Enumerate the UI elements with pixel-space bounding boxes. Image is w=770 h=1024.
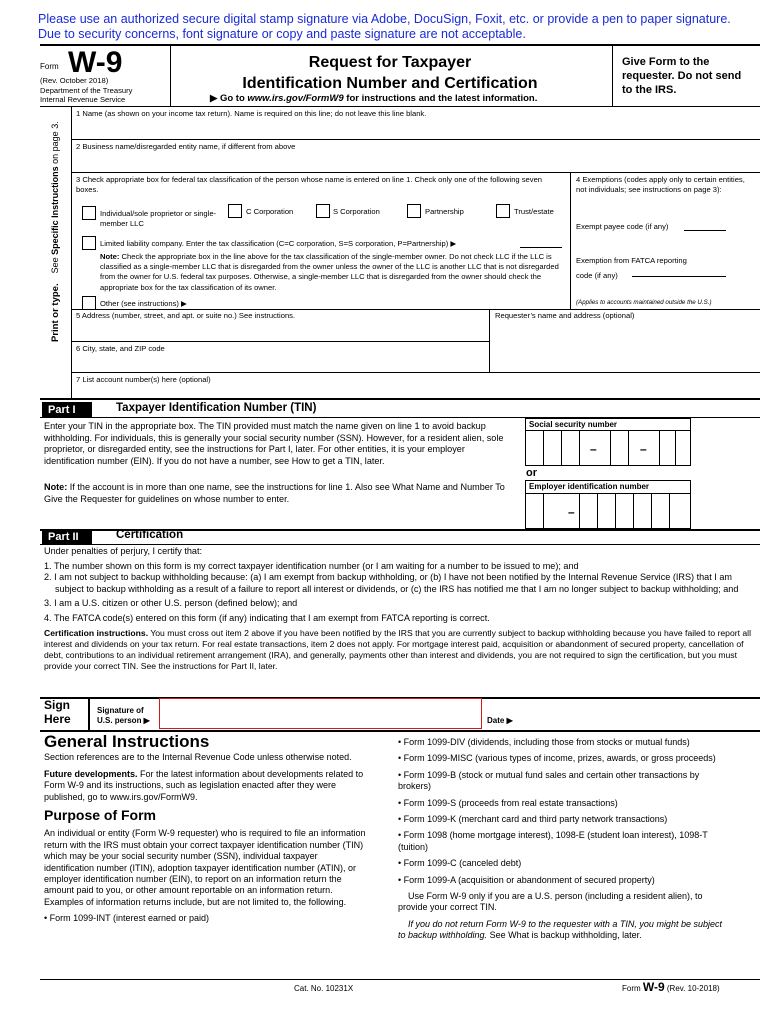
ssn-box-outline [525, 418, 691, 430]
purpose-heading: Purpose of Form [44, 807, 157, 824]
bullet-item: • Form 1099-S (proceeds from real estate transactions) [398, 797, 618, 808]
checkbox-c-corp[interactable] [228, 204, 242, 218]
bullet-item: • Form 1099-K (merchant card and third party network transactions) [398, 814, 668, 825]
ssn-dash-1: – [590, 442, 597, 456]
other-field[interactable] [200, 297, 562, 309]
irs-link[interactable]: www.irs.gov/FormW9 [247, 93, 344, 104]
future-developments: Future developments. For the latest information about developments related to Form W-9 and its instructions, such as legislation enacted after they were published, go to www.irs.gov/FormW9. [44, 768, 364, 802]
opt-llc-label: Limited liability company. Enter the tax classification (C=C corporation, S=S corporation, P=Partnership) ▶ [100, 239, 457, 248]
cert-item-2: 2. I am not subject to backup withholding because: (a) I am exempt from backup withholding, or (b) I have not been notified by the Internal Revenue Service (IRS) that I am subject to backup withholding as a result of a failure to report all interest or dividends, or (c) the IRS has notified me that I am no longer subject to backup withholding; and [44, 572, 739, 594]
certification-block [44, 546, 756, 672]
bullet-item: • Form 1099-A (acquisition or abandonment of secured property) [398, 874, 655, 885]
ssn-boxes[interactable] [525, 430, 691, 466]
form-title [170, 52, 610, 94]
address-field[interactable] [72, 322, 488, 341]
fatca-label: Exemption from FATCA reporting code (if any) [576, 256, 687, 280]
sign-here: Sign Here [44, 698, 71, 726]
requester-label: Requester’s name and address (optional) [495, 311, 635, 320]
signature-label: Signature of U.S. person ▶ [97, 706, 150, 725]
opt-partnership-label: Partnership [425, 207, 464, 216]
opt-individual-label: Individual/sole proprietor or single-member LLC [100, 209, 217, 228]
bullet-item: • Form 1098 (home mortgage interest), 1098-E (student loan interest), 1098-T (tuition) [398, 830, 708, 852]
bullet-1099-int: • Form 1099-INT (interest earned or paid) [44, 913, 210, 924]
opt-ccorp-label: C Corporation [246, 207, 294, 216]
form-word: Form [40, 62, 59, 71]
catalog-number: Cat. No. 10231X [294, 984, 354, 993]
city-field[interactable] [72, 354, 488, 372]
bullet-item: • Form 1099-B (stock or mutual fund sales and certain other transactions by brokers) [398, 769, 700, 792]
cert-item-3: 3. I am a U.S. citizen or other U.S. person (defined below); and [44, 598, 298, 609]
account-numbers-field[interactable] [72, 385, 760, 398]
footer-form: Form W-9 (Rev. 10-2018) [622, 980, 720, 994]
form-list [398, 737, 724, 886]
line1-label: 1 Name (as shown on your income tax return). Name is required on this line; do not leave this line blank. [76, 109, 427, 118]
applies-note: (Applies to accounts maintained outside the U.S.) [576, 299, 712, 306]
date-field[interactable] [520, 712, 758, 728]
ein-label: Employer identification number [529, 482, 650, 491]
opt-scorp-label: S Corporation [333, 207, 380, 216]
part2-title: Certification [116, 529, 184, 541]
backup-withholding-text: If you do not return Form W-9 to the requester with a TIN, you might be subject to backup withholding. See What is backup withholding, later. [398, 918, 722, 941]
checkbox-s-corp[interactable] [316, 204, 330, 218]
irs: Internal Revenue Service [40, 95, 126, 104]
requester-field[interactable] [490, 322, 760, 372]
instructions-right [398, 737, 724, 947]
ein-box-outline [525, 480, 691, 493]
notice-line-1: Please use an authorized secure digital stamp signature via Adobe, DocuSign, Foxit, etc. or provide a pen to paper signature. [38, 12, 731, 26]
give-form-note: Give Form to the requester. Do not send to the IRS. [622, 56, 742, 96]
name-field[interactable] [72, 119, 760, 139]
or-label: or [526, 467, 537, 479]
title-line-2: Identification Number and Certification [242, 75, 538, 92]
line5-label: 5 Address (number, street, and apt. or suite no.) See instructions. [76, 311, 296, 320]
section-references: Section references are to the Internal Revenue Code unless otherwise noted. [44, 752, 352, 763]
line6-label: 6 City, state, and ZIP code [76, 344, 165, 353]
business-name-field[interactable] [72, 152, 760, 172]
cert-instructions: Certification instructions. You must cross out item 2 above if you have been notified by the IRS that you are currently subject to backup withholding because you have failed to report all interest and dividends on your tax return. For real estate transactions, item 2 does not apply. For mortgage interest paid, acquisition or abandonment of secured property, cancellation of debt, contributions to an individual retirement arrangement (IRA), and generally, payments other than interest and dividends, you are not required to sign the certification, but you must provide your correct TIN. See the instructions for Part II, later. [44, 627, 751, 671]
form-revision: (Rev. October 2018) [40, 76, 109, 85]
bullet-item: • Form 1099-MISC (various types of income, prizes, awards, or gross proceeds) [398, 753, 716, 764]
opt-trust-label: Trust/estate [514, 207, 554, 216]
instructions-left [44, 732, 370, 930]
line7-label: 7 List account number(s) here (optional) [76, 375, 211, 384]
bullet-item: • Form 1099-DIV (dividends, including those from stocks or mutual funds) [398, 737, 690, 747]
part1-tag: Part I [42, 402, 92, 418]
use-form-text: Use Form W-9 only if you are a U.S. person (including a resident alien), to provide your correct TIN. [398, 891, 703, 913]
part2-tag: Part II [42, 529, 92, 545]
ein-boxes[interactable] [525, 493, 691, 529]
print-or-type: Print or type. [50, 283, 61, 342]
goto-instructions: ▶ Go to www.irs.gov/FormW9 for instructions and the latest information. [210, 93, 538, 104]
bullet-item: • Form 1099-C (canceled debt) [398, 858, 522, 869]
cert-item-4: 4. The FATCA code(s) entered on this form (if any) indicating that I am exempt from FATCA reporting is correct. [44, 612, 490, 623]
opt-other-label: Other (see instructions) ▶ [100, 299, 187, 308]
llc-note: Note: Check the appropriate box in the line above for the tax classification of the single-member owner. Do not check LLC if the LLC is classified as a single-member LLC that is disregarded from the owner unless the owner of the LLC is another LLC that is not disregarded from the owner for U.S. federal tax purposes. Otherwise, a single-member LLC that is disregarded from the owner should check the appropriate box for the tax classification of its owner. [100, 252, 559, 292]
exempt-payee-field[interactable] [684, 219, 726, 231]
department: Department of the Treasury [40, 85, 133, 95]
line4-label: 4 Exemptions (codes apply only to certain entities, not individuals; see instructions on page 3): [576, 175, 745, 194]
fatca-code-field[interactable] [632, 265, 726, 277]
checkbox-trust[interactable] [496, 204, 510, 218]
title-line-1: Request for Taxpayer [308, 54, 472, 71]
cert-intro: Under penalties of perjury, I certify that: [44, 546, 203, 556]
checkbox-individual[interactable] [82, 206, 96, 220]
part1-text: Enter your TIN in the appropriate box. The TIN provided must match the name given on line 1 to avoid backup withholding. For individuals, this is generally your social security number (SSN). However, for a resident alien, sole proprietor, or disregarded entity, see the instructions for Part I, later. For other entities, it is your employer identification number (EIN). If you do not have a number, see How to get a TIN, later. [44, 421, 504, 466]
ein-dash: – [568, 505, 575, 519]
checkbox-llc[interactable] [82, 236, 96, 250]
checkbox-other[interactable] [82, 296, 96, 310]
ssn-dash-2: – [640, 442, 647, 456]
cert-item-1: 1. The number shown on this form is my correct taxpayer identification number (or I am waiting for a number to be issued to me); and [44, 560, 579, 571]
form-name: W-9 [68, 46, 123, 79]
notice-line-2: Due to security concerns, font signature or copy and paste signature are not acceptable. [38, 27, 526, 41]
signature-notice [38, 12, 758, 42]
part1-note: Note: If the account is in more than one name, see the instructions for line 1. Also see What Name and Number To Give the Requester for guidelines on whose number to enter. [44, 482, 505, 504]
llc-classification-field[interactable] [520, 236, 562, 248]
part1-title: Taxpayer Identification Number (TIN) [116, 402, 317, 414]
line3-label: 3 Check appropriate box for federal tax classification of the person whose name is entered on line 1. Check only one of the following seven boxes. [76, 175, 543, 194]
specific-instructions-link[interactable]: Specific Instructions [50, 166, 60, 255]
checkbox-partnership[interactable] [407, 204, 421, 218]
line2-label: 2 Business name/disregarded entity name, if different from above [76, 142, 296, 151]
purpose-text: An individual or entity (Form W-9 requester) who is required to file an information return with the IRS must obtain your correct taxpayer identification number (TIN) which may be your social security number (SSN), individual taxpayer identification number (ITIN), adoption taxpayer identification number (ATIN), or employer identification number (EIN), to report on an information return the amount paid to you, or other amount reportable on an information return. Examples of information returns include, but are not limited to, the following. [44, 828, 366, 907]
ssn-label: Social security number [529, 420, 618, 429]
general-instructions-heading: General Instructions [44, 732, 210, 751]
side-label: Print or type. See Specific Instructions on page 3. [50, 121, 61, 342]
date-label: Date ▶ [487, 716, 513, 725]
exempt-payee-label: Exempt payee code (if any) [576, 222, 669, 231]
signature-field[interactable] [159, 698, 482, 729]
